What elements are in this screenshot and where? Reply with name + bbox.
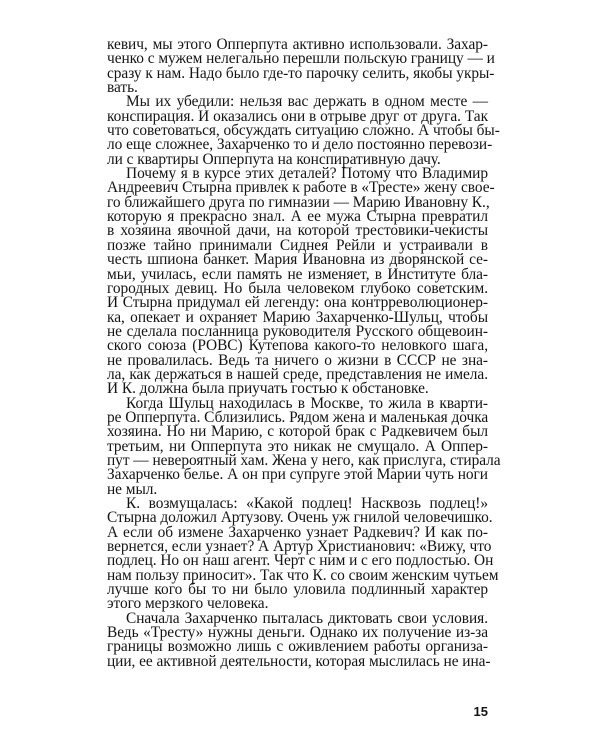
text-line: Захарченко белье. А он при супруге этой Марии чуть ноги bbox=[107, 466, 488, 484]
text-line: вернется, если узнает? А Артур Христианович: «Вижу, что bbox=[107, 538, 492, 556]
text-line: кевич, мы этого Опперпута активно использовали. Захар- bbox=[107, 36, 488, 53]
text-line: ла, как держаться в нашей среде, представления не имела. bbox=[107, 365, 488, 383]
body-text bbox=[107, 36, 501, 670]
text-line: которую я прекрасно знал. А ее мужа Стырна превратил bbox=[107, 208, 488, 226]
paragraph bbox=[107, 165, 495, 398]
text-line: Ведь «Тресту» нужны деньги. Однако их получение из-за bbox=[107, 624, 488, 642]
text-line: ре Опперпута. Сблизились. Рядом жена и маленькая дочка bbox=[107, 408, 489, 426]
text-line: К. возмущалась: «Какой подлец! Насквозь подлец!» bbox=[126, 495, 488, 512]
text-line: ка, опекает и охраняет Марию Захарченко-Шульц, чтобы bbox=[107, 308, 488, 326]
text-line: Сначала Захарченко пыталась диктовать свои условия. bbox=[126, 609, 488, 627]
page-number: 15 bbox=[473, 704, 488, 719]
paragraph bbox=[107, 93, 500, 168]
text-line: городных девиц. Но была человеком глубоко советским. bbox=[107, 279, 488, 297]
text-line: третьим, ни Опперпута это никак не смущало. А Оппер- bbox=[107, 437, 488, 455]
text-line: И К. должна была приучать гостью к обстановке. bbox=[107, 380, 429, 398]
text-line: вать. bbox=[107, 79, 138, 97]
text-line: этого мерзкого человека. bbox=[107, 595, 269, 613]
text-line: Когда Шульц находилась в Москве, то жила в кварти- bbox=[126, 394, 488, 412]
text-line: ло еще сложнее, Захарченко то и дело постоянно перевози- bbox=[107, 136, 493, 154]
text-line: сразу к нам. Надо было где-то парочку селить, якобы укры- bbox=[107, 64, 495, 82]
text-line: не сделала посланница руководителя Русского общевоин- bbox=[107, 322, 488, 340]
text-line: Стырна доложил Артузову. Очень уж гнилой человечишко. bbox=[107, 509, 493, 527]
text-line: честь шпиона банкет. Мария Ивановна из дворянской се- bbox=[107, 251, 488, 269]
text-line: нам пользу приносит». Так что К. со своим женским чутьем bbox=[107, 566, 499, 584]
text-line: в хозяина явочной дачи, на которой трестовики-чекисты bbox=[107, 222, 488, 240]
paragraph bbox=[107, 36, 495, 97]
text-line: Мы их убедили: нельзя вас держать в одном месте — bbox=[126, 93, 488, 111]
text-line: ли с квартиры Опперпута на конспиративную дачу. bbox=[107, 150, 441, 168]
text-line: ции, ее активной деятельности, которая мыслилась не ина- bbox=[107, 652, 491, 670]
text-line: го ближайшего друга по гимназии — Марию Ивановну К., bbox=[107, 193, 490, 211]
paragraph bbox=[107, 495, 499, 613]
text-line: что советоваться, обсуждать ситуацию сложно. А чтобы бы- bbox=[107, 122, 500, 140]
text-line: ского союза (РОВС) Кутепова какого-то неловкого шага, bbox=[107, 337, 488, 355]
text-line: хозяина. Но ни Марию, с которой брак с Радкевичем был bbox=[107, 423, 488, 441]
text-line: лучше кого бы то ни было уловила подлинный характер bbox=[107, 581, 488, 599]
text-line: позже тайно принимали Сиднея Рейли и устраивали в bbox=[107, 236, 488, 254]
text-line: пут — невероятный хам. Жена у него, как прислуга, стирала bbox=[107, 451, 501, 469]
paragraph bbox=[107, 394, 501, 498]
text-line: И Стырна придумал ей легенду: она контрреволюционер- bbox=[107, 294, 488, 312]
text-line: подлец. Но он наш агент. Черт с ним и с его подлостью. Он bbox=[107, 552, 494, 570]
text-line: Почему я в курсе этих деталей? Потому что Владимир bbox=[126, 165, 488, 183]
text-line: А если об измене Захарченко узнает Радкевич? И как по- bbox=[107, 523, 488, 541]
text-line: ченко с мужем нелегально перешли польскую границу — и bbox=[107, 50, 495, 68]
text-line: Андреевич Стырна привлек к работе в «Тресте» жену свое- bbox=[107, 179, 495, 197]
text-line: мьи, училась, если память не изменяет, в Институте бла- bbox=[107, 265, 488, 283]
text-line: не мыл. bbox=[107, 480, 158, 498]
text-line: не провалилась. Ведь та ничего о жизни в СССР не зна- bbox=[107, 351, 488, 369]
text-line: конспирация. И оказались они в отрыве друг от друга. Так bbox=[107, 107, 488, 125]
text-line: границы возможно лишь с оживлением работы организа- bbox=[107, 638, 488, 656]
paragraph bbox=[107, 609, 491, 670]
